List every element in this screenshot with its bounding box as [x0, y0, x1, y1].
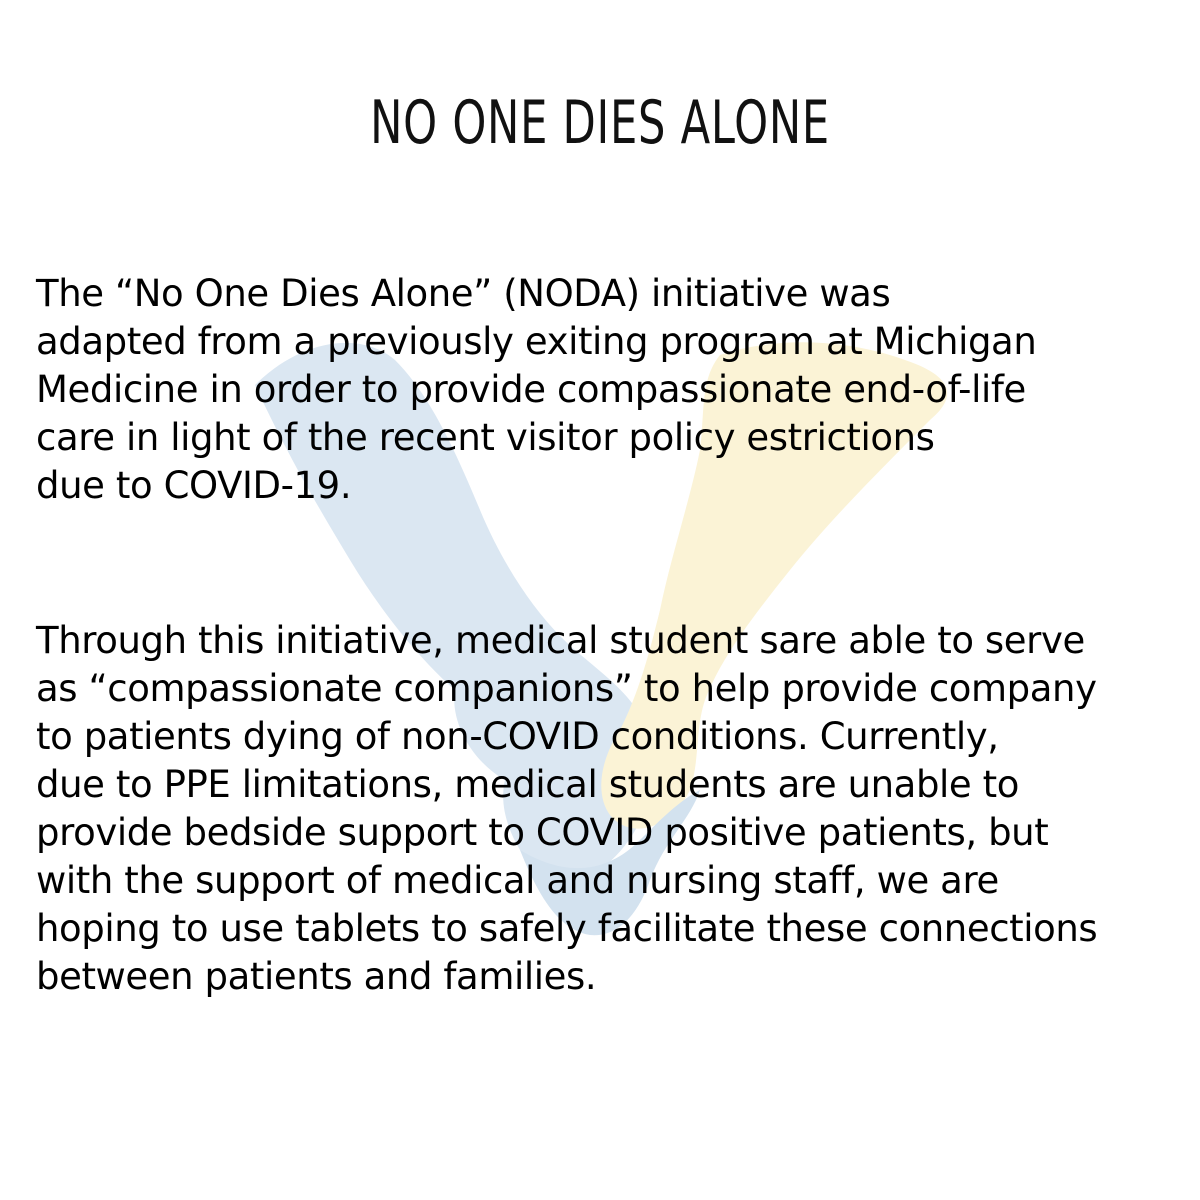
text-line: Through this initiative, medical student sare able to serve: [36, 619, 1085, 662]
text-line: due to COVID-19.: [36, 464, 352, 507]
page-title: NO ONE DIES ALONE: [370, 88, 830, 158]
text-line: to patients dying of non-COVID conditions. Currently,: [36, 715, 999, 758]
text-line: care in light of the recent visitor policy estrictions: [36, 416, 935, 459]
text-line: The “No One Dies Alone” (NODA) initiative was: [36, 272, 891, 315]
paragraph-details: [36, 617, 1176, 1001]
text-line: hoping to use tablets to safely facilitate these connections: [36, 907, 1098, 950]
text-line: as “compassionate companions” to help provide company: [36, 667, 1097, 710]
text-line: due to PPE limitations, medical students are unable to: [36, 763, 1019, 806]
paragraph-intro: [36, 270, 1176, 510]
text-line: with the support of medical and nursing staff, we are: [36, 859, 999, 902]
text-line: adapted from a previously exiting program at Michigan: [36, 320, 1037, 363]
text-line: between patients and families.: [36, 955, 597, 998]
text-line: Medicine in order to provide compassionate end-of-life: [36, 368, 1026, 411]
text-line: provide bedside support to COVID positive patients, but: [36, 811, 1049, 854]
